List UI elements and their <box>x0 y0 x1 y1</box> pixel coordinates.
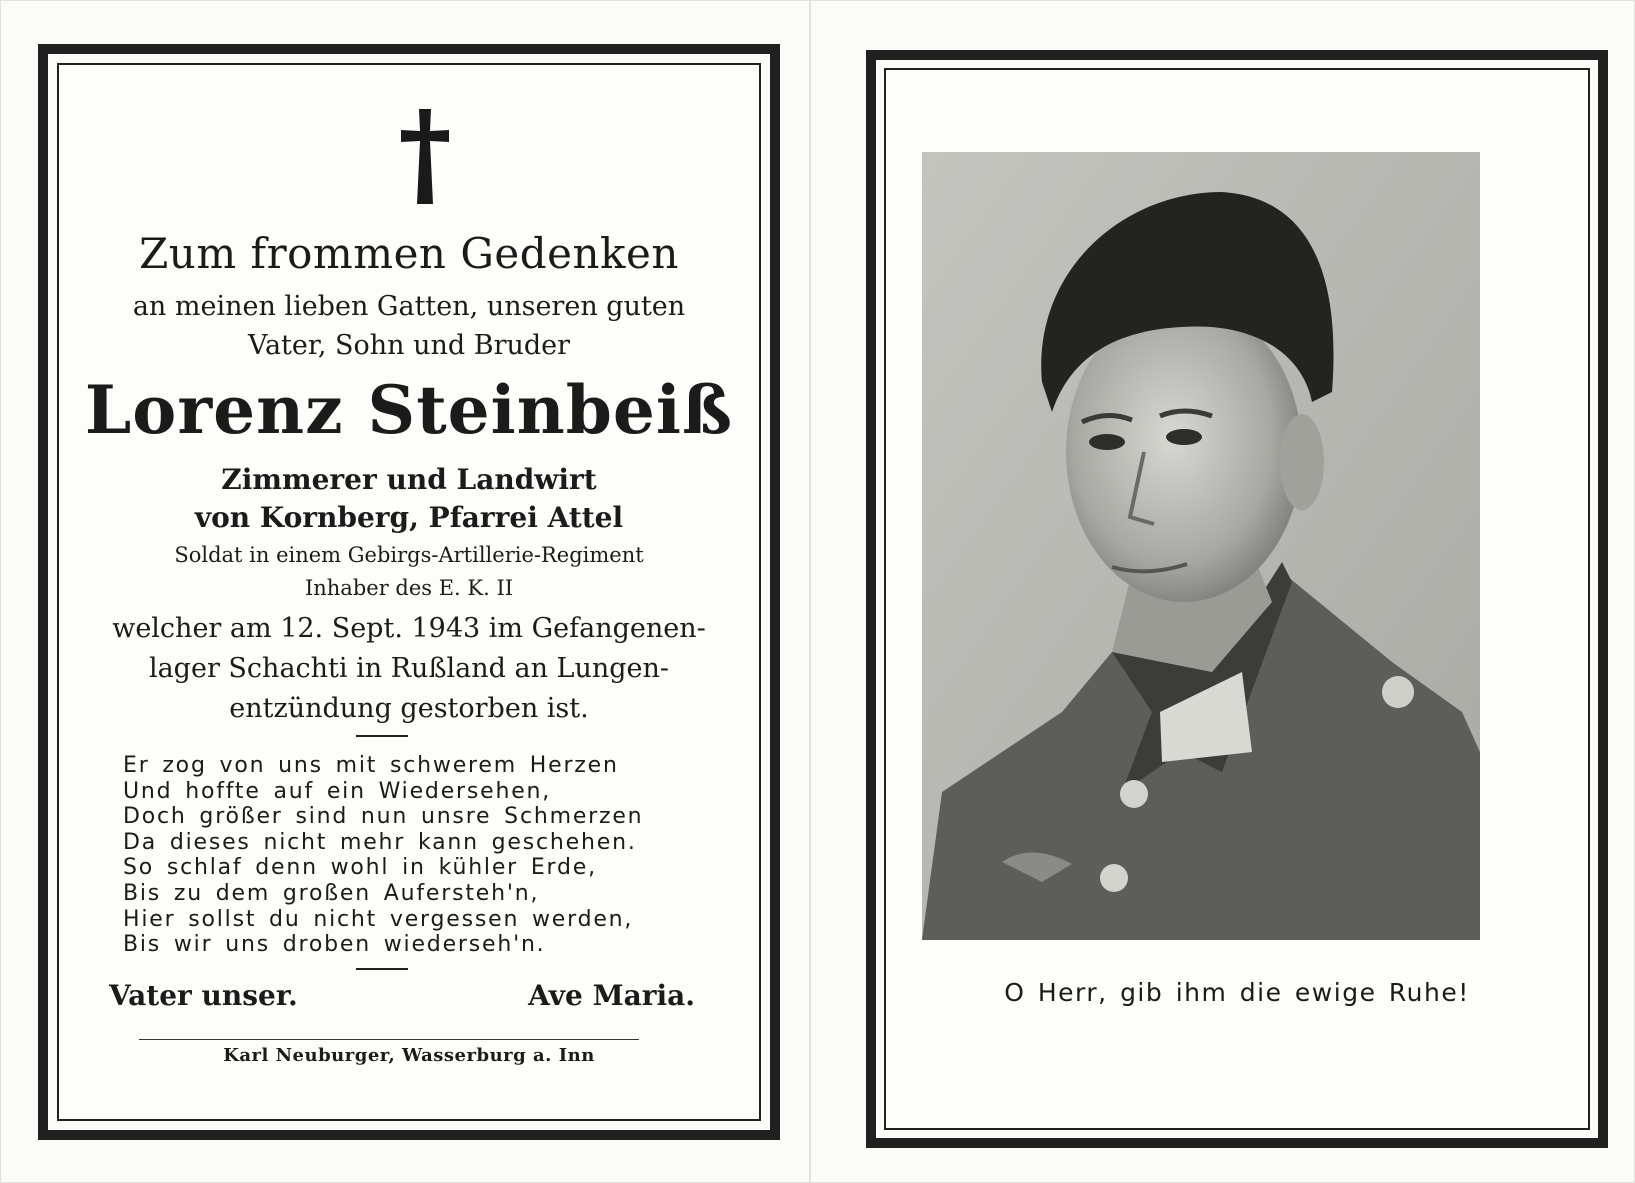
intro-line-1: an meinen lieben Gatten, unseren guten <box>132 291 686 322</box>
cross-icon <box>399 109 451 204</box>
intro-line-2: Vater, Sohn und Bruder <box>247 330 571 361</box>
poem-line: Bis wir uns droben wiederseh'n. <box>123 932 546 958</box>
poem-line: Und hoffte auf ein Wiedersehen, <box>123 778 552 804</box>
poem-line: Doch größer sind nun unsre Schmerzen <box>123 804 644 830</box>
prayer-ave-maria: Ave Maria. <box>528 979 695 1012</box>
poem-line: Da dieses nicht mehr kann geschehen. <box>123 829 637 855</box>
divider-dash-2 <box>356 968 408 970</box>
printer-imprint: Karl Neuburger, Wasserburg a. Inn <box>223 1045 595 1066</box>
death-line-3: entzündung gestorben ist. <box>229 693 589 724</box>
decoration: Inhaber des E. K. II <box>304 576 514 600</box>
memorial-card-photo <box>810 0 1635 1183</box>
poem <box>123 753 683 958</box>
mourning-frame-left <box>38 44 780 1140</box>
photo-caption: O Herr, gib ihm die ewige Ruhe! <box>1004 978 1470 1007</box>
photo-panel <box>884 68 1590 1130</box>
occupation: Zimmerer und Landwirt <box>221 463 597 496</box>
printer-rule <box>139 1039 639 1040</box>
poem-line: Er zog von uns mit schwerem Herzen <box>123 753 619 778</box>
military-unit: Soldat in einem Gebirgs-Artillerie-Regiment <box>174 543 644 567</box>
prayer-our-father: Vater unser. <box>109 979 298 1012</box>
divider-dash-1 <box>356 735 408 737</box>
poem-line: So schlaf denn wohl in kühler Erde, <box>123 855 597 881</box>
poem-line: Bis zu dem großen Aufersteh'n, <box>123 880 540 906</box>
poem-line: Hier sollst du nicht vergessen werden, <box>123 906 634 932</box>
death-line-1: welcher am 12. Sept. 1943 im Gefangenen- <box>112 613 706 644</box>
soldier-portrait-photo <box>922 152 1480 940</box>
memorial-card-text <box>0 0 810 1183</box>
home-place: von Kornberg, Pfarrei Attel <box>194 501 624 534</box>
mourning-frame-right <box>866 50 1608 1148</box>
death-line-2: lager Schachti in Rußland an Lungen- <box>148 653 670 684</box>
text-panel <box>57 63 761 1121</box>
memorial-heading: Zum frommen Gedenken <box>139 229 679 278</box>
deceased-name: Lorenz Steinbeiß <box>84 371 734 449</box>
